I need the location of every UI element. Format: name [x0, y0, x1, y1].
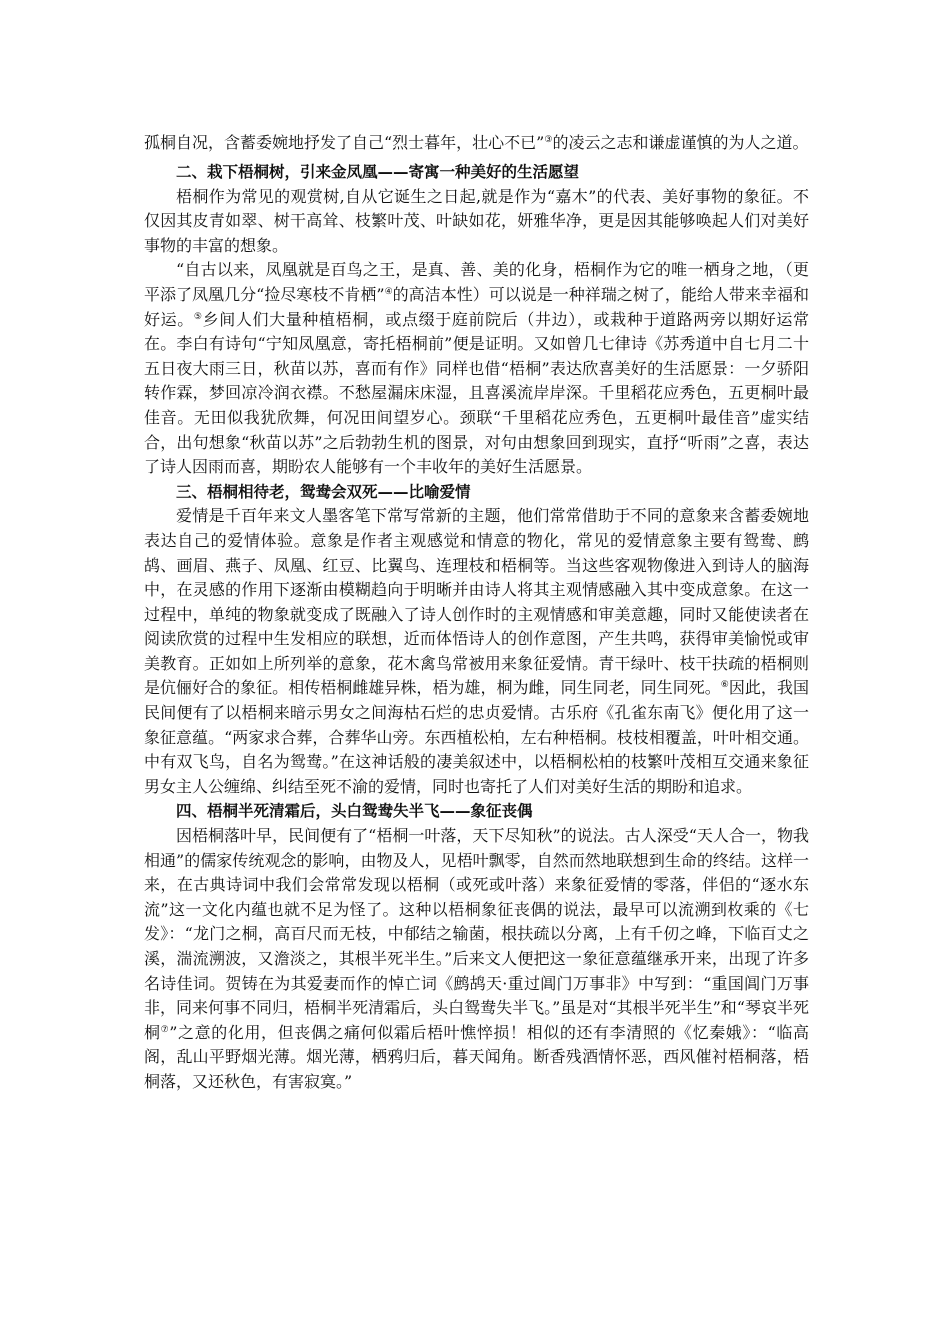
section-heading-3: 三、梧桐相待老，鸳鸯会双死——比喻爱情	[176, 482, 471, 501]
paragraph	[144, 258, 809, 479]
paragraph-text: 乡间人们大量种植梧桐，或点缀于庭前院后（井边），或栽种于道路两旁以期好运常在。李白有诗句“宁知凤凰意，寄托梧桐前”便是证明。又如曾几七律诗《苏秀道中自七月二十五日夜大雨三日，秋苗以苏，喜而有作》同样也借“梧桐”表达欣喜美好的生活愿景：一夕骄阳转作霖，梦回凉冷润衣襟。不愁屋漏床床湿，且喜溪流岸岸深。千里稻花应秀色，五更桐叶最佳音。无田似我犹欣舞，何况田间望岁心。颈联“千里稻花应秀色，五更桐叶最佳音”虚实结合，出句想象“秋苗以苏”之后勃勃生机的图景，对句由想象回到现实，直抒“听雨”之喜，表达了诗人因雨而喜，期盼农人能够有一个丰收年的美好生活愿景。	[144, 309, 809, 477]
footnote-marker: ⑦	[160, 1024, 170, 1035]
paragraph-text: 因此，我国民间便有了以梧桐来暗示男女之间海枯石烂的忠贞爱情。古乐府《孔雀东南飞》便化用了这一象征意蕴。“两家求合葬，合葬华山旁。东西植松柏，左右种梧桐。枝枝相覆盖，叶叶相交通。中有双飞鸟，自名为鸳鸯。”在这神话般的凄美叙述中，以梧桐松柏的枝繁叶茂相互交通来象征男女主人公缠绵、纠结至死不渝的爱情，同时也寄托了人们对美好生活的期盼和追求。	[144, 678, 809, 796]
paragraph	[144, 824, 809, 1095]
section-heading-2: 二、栽下梧桐树，引来金凤凰——寄寓一种美好的生活愿望	[176, 163, 580, 181]
paragraph-text: 的凌云之志和谦虚谨慎的为人之道。	[552, 133, 809, 152]
paragraph: 梧桐作为常见的观赏树,自从它诞生之日起,就是作为“嘉木”的代表、美好事物的象征。不仅因其皮青如翠、树干高耸、枝繁叶茂、叶缺如花，妍雅华净，更是因其能够唤起人们对美好事物的丰富的想象。	[144, 186, 809, 255]
paragraph-text: “自古以来，凤凰就是百鸟之王，是真、善、美的化身，梧桐作为它的唯一栖身之地，（更平添了凤凰几分“捡尽寒枝不肯栖”	[144, 260, 809, 304]
footnote-marker: ③	[544, 135, 553, 145]
paragraph-text: 孤桐自况，含蓄委婉地抒发了自己“烈士暮年，壮心不已”	[144, 133, 545, 152]
article-body	[144, 128, 809, 1095]
paragraph-text: ”之意的化用，但丧偶之痛何似霜后梧叶憔悴损！相似的还有李清照的《忆秦娥》：“临高阁，乱山平野烟光薄。烟光薄，栖鸦归后，暮天闻角。断香残酒情怀恶，西风催衬梧桐落，梧桐落，又还秋色，有害寂寞。”	[144, 1022, 809, 1091]
paragraph-text: 因梧桐落叶早，民间便有了“梧桐一叶落，天下尽知秋”的说法。古人深受“天人合一，物我相通”的儒家传统观念的影响，由物及人，见梧叶飘零，自然而然地联想到生命的终结。这样一来，在古典诗词中我们会常常发现以梧桐（或死或叶落）来象征爱情的零落，伴侣的“逐水东流”这一文化内蕴也就不足为怪了。这种以梧桐象征丧偶的说法，最早可以流溯到枚乘的《七发》：“龙门之桐，高百尺而无枝，中郁结之输菌，根扶疏以分离，上有千仞之峰，下临百丈之溪，湍流溯波，又澹淡之，其根半死半生。”后来文人便把这一象征意蕴继承开来，出现了许多名诗佳词。贺铸在为其爱妻而作的悼亡词《鹧鸪天·重过阊门万事非》中写到：“重国阊门万事非，同来何事不同归，梧桐半死清霜后，头白鸳鸯失半飞。”虽是对“其根半死半生”和“琴哀半死桐	[144, 826, 809, 1042]
footnote-marker: ④	[384, 286, 393, 297]
paragraph	[144, 504, 809, 799]
paragraph-continuation	[144, 128, 809, 158]
paragraph-text: 爱情是千百年来文人墨客笔下常写常新的主题，他们常常借助于不同的意象来含蓄委婉地表达自己的爱情体验。意象是作者主观感觉和情意的物化，常见的爱情意象主要有鸳鸯、鹧鸪、画眉、燕子、凤凰、红豆、比翼鸟、连理枝和梧桐等。当这些客观物像进入到诗人的脑海中，在灵感的作用下逐渐由模糊趋向于明晰并由诗人将其主观情感融入其中变成意象。在这一过程中，单纯的物象就变成了既融入了诗人创作时的主观情感和审美意趣，同时又能使读者在阅读欣赏的过程中生发相应的联想，近而体悟诗人的创作意图，产生共鸣，获得审美愉悦或审美教育。正如如上所列举的意象，花木禽鸟常被用来象征爱情。青干绿叶、枝干扶疏的梧桐则是伉俪好合的象征。相传梧桐雌雄异株，梧为雄，桐为雌，同生同老，同生同死。	[144, 506, 809, 698]
paragraph-text: 的高洁本性）可以说是一种祥瑞之树了，能给人带来幸福和好运。	[144, 284, 809, 329]
footnote-marker: ⑤	[193, 311, 203, 322]
footnote-marker: ⑥	[720, 680, 729, 691]
section-heading-4: 四、梧桐半死清霜后，头白鸳鸯失半飞——象征丧偶	[176, 802, 533, 821]
